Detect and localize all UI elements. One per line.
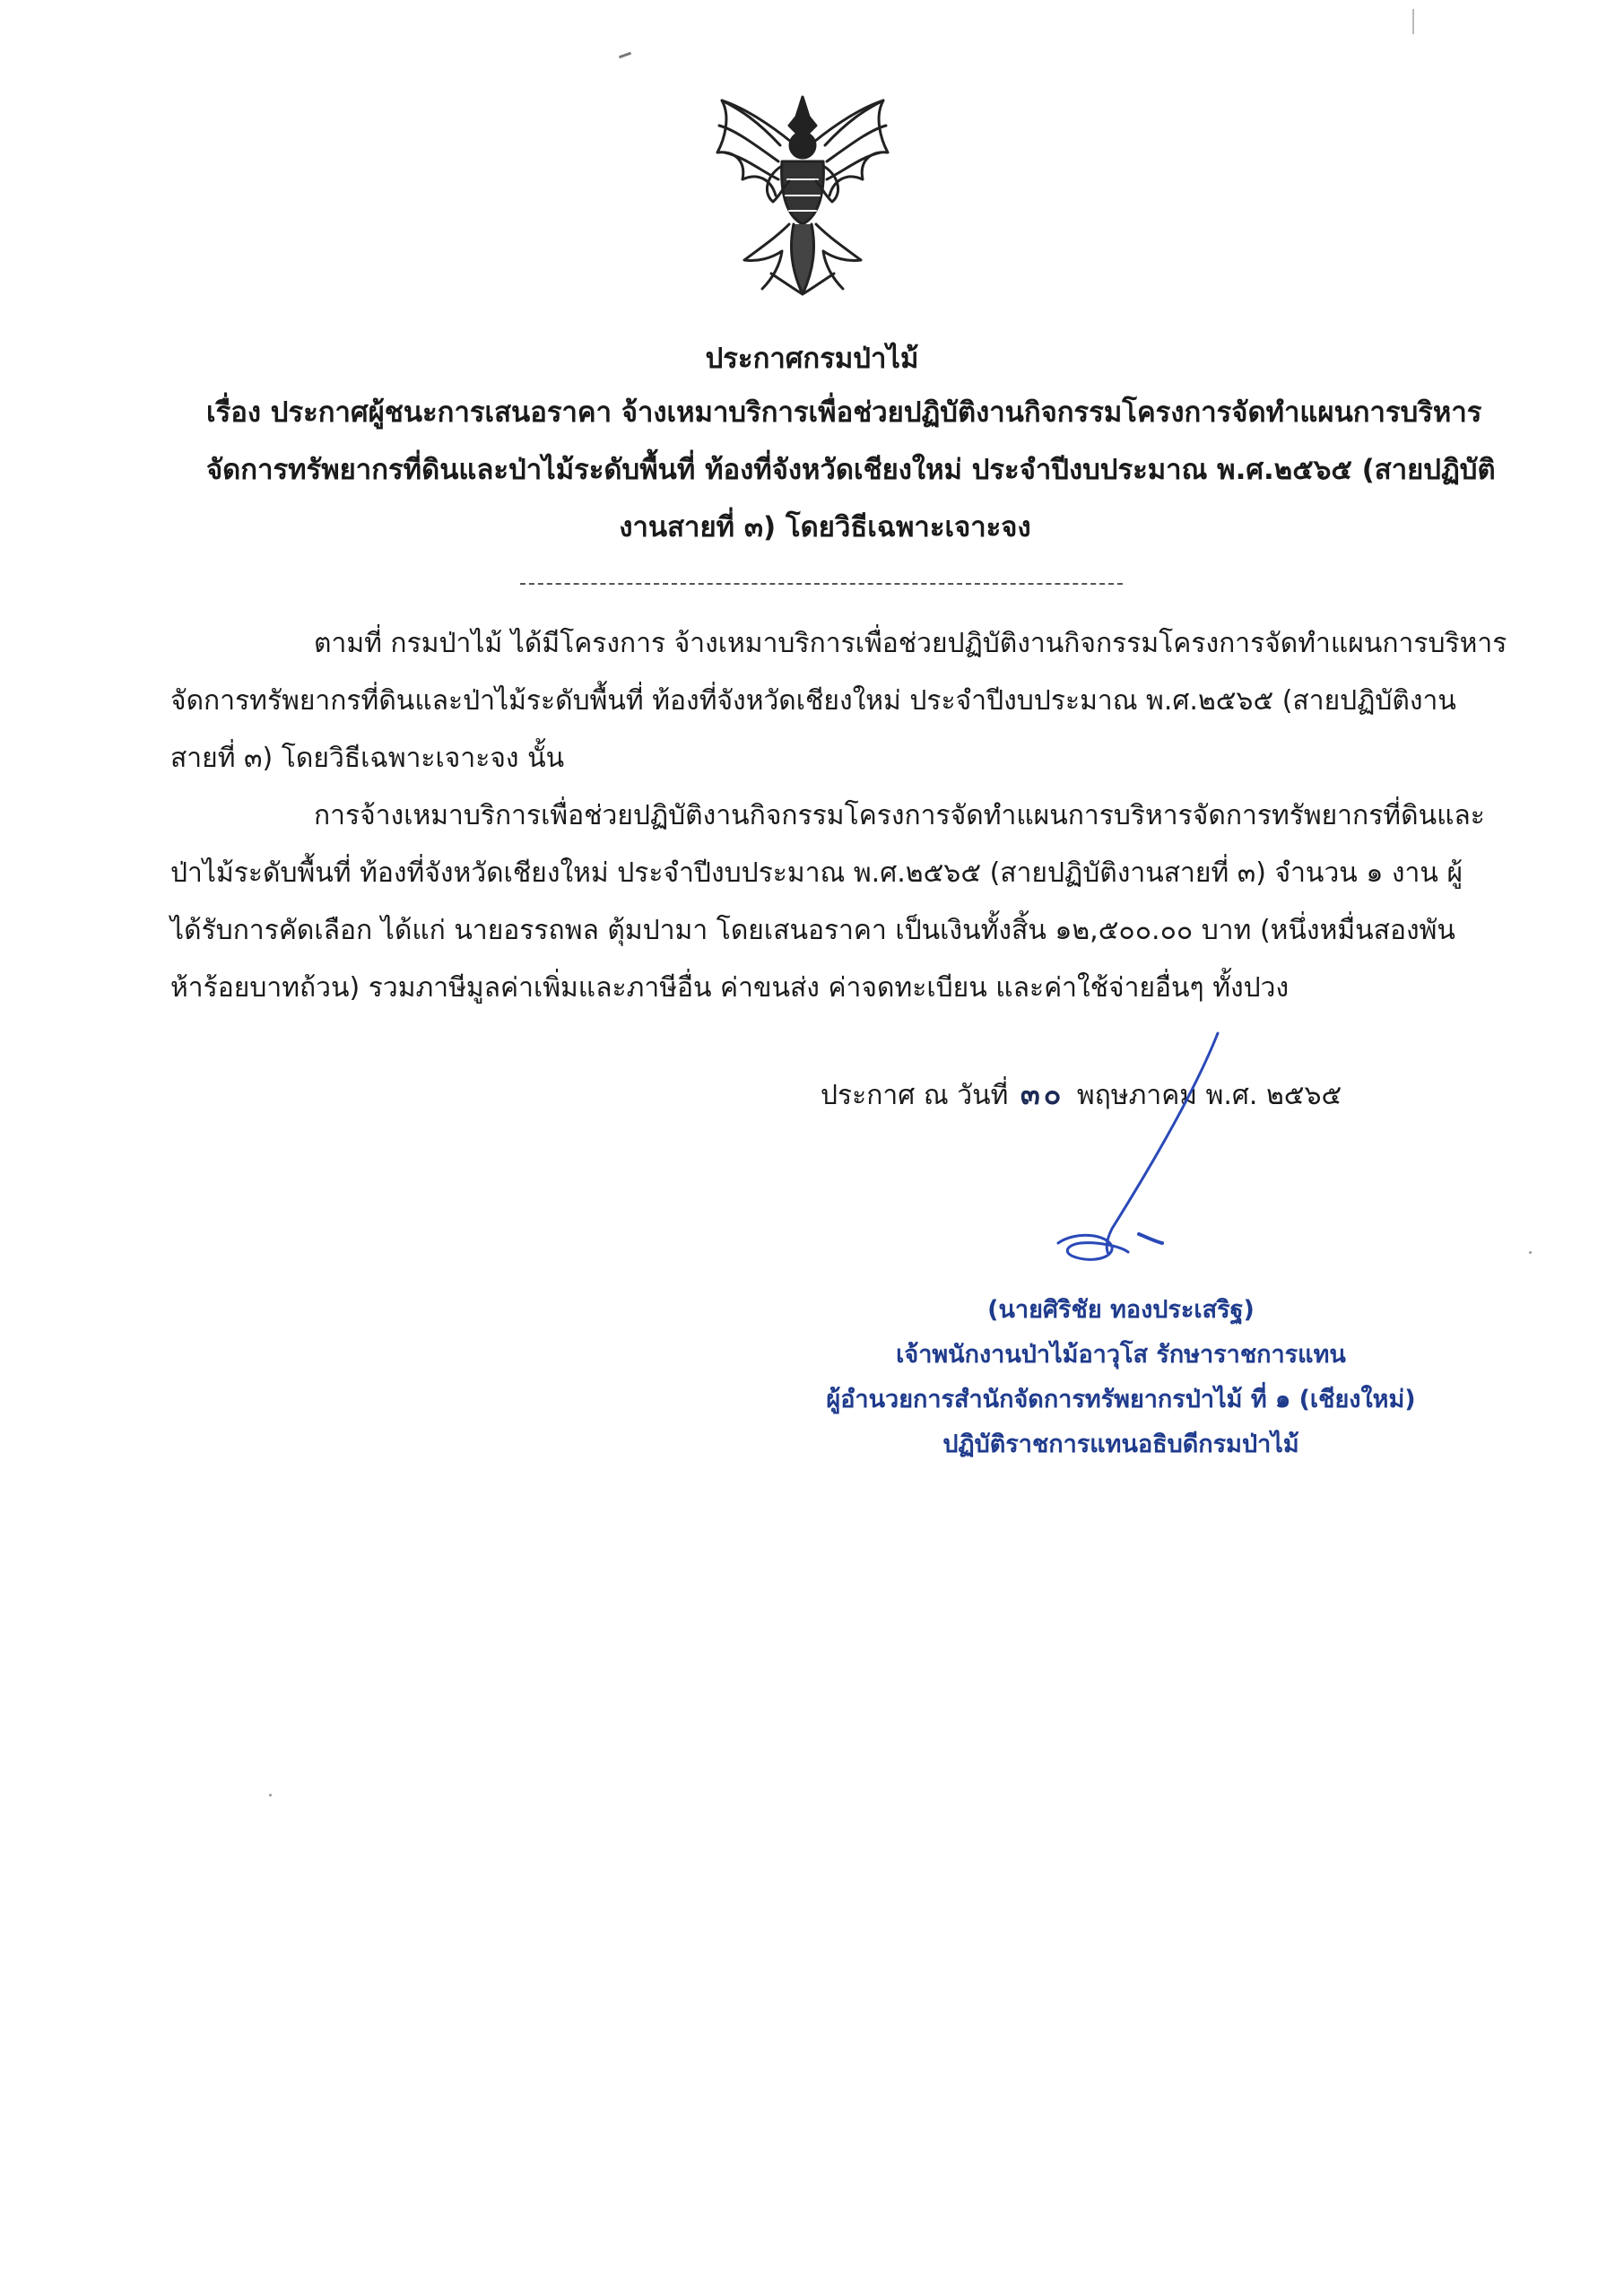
paragraph-project: [170, 615, 1507, 787]
subject-line: เรื่อง ประกาศผู้ชนะการเสนอราคา จ้างเหมาบริการเพื่อช่วยปฏิบัติงานกิจกรรมโครงการจัดทำแผนการบริหาร: [206, 396, 1482, 429]
paragraph-line: การจ้างเหมาบริการเพื่อช่วยปฏิบัติงานกิจกรรมโครงการจัดทำแผนการบริหารจัดการทรัพยากรที่ดินและ: [314, 800, 1485, 831]
signer-authority: ปฏิบัติราชการแทนอธิบดีกรมป่าไม้: [942, 1431, 1299, 1458]
signer-position: เจ้าพนักงานป่าไม้อาวุโส รักษาราชการแทน: [896, 1341, 1346, 1369]
scan-mark: [269, 1794, 272, 1796]
paragraph-line: ตามที่ กรมป่าไม้ ได้มีโครงการ จ้างเหมาบริการเพื่อช่วยปฏิบัติงานกิจกรรมโครงการจัดทำแผนการบริหาร: [314, 628, 1507, 659]
signer-name: (นายศิริชัย ทองประเสริฐ): [987, 1296, 1255, 1324]
paragraph-line: ได้รับการคัดเลือก ได้แก่ นายอรรถพล ตุ้มปามา โดยเสนอราคา เป็นเงินทั้งสิ้น ๑๒,๕๐๐.๐๐ บาท (หนึ่งหมื่นสองพัน: [170, 915, 1455, 946]
divider: [520, 583, 1123, 585]
date-prefix: ประกาศ ณ วันที่: [821, 1080, 1009, 1111]
scan-mark: [1529, 1251, 1532, 1254]
scan-mark: [619, 52, 631, 59]
signer-office: ผู้อำนวยการสำนักจัดการทรัพยากรป่าไม้ ที่ ๑ (เชียงใหม่): [826, 1386, 1416, 1413]
date-day: ๓๐: [1020, 1077, 1065, 1111]
handwritten-signature-icon: [1022, 1022, 1238, 1283]
date-month-year: พฤษภาคม พ.ศ. ๒๕๖๕: [1076, 1080, 1342, 1111]
paragraph-winner: [170, 787, 1485, 1017]
announcement-subject: [206, 384, 1496, 556]
subject-line: จัดการทรัพยากรที่ดินและป่าไม้ระดับพื้นที่ ท้องที่จังหวัดเชียงใหม่ ประจำปีงบประมาณ พ.ศ.๒๕๖๕ (สายปฏิบัติ: [206, 454, 1496, 486]
scan-mark: [1412, 9, 1414, 34]
paragraph-line: สายที่ ๓) โดยวิธีเฉพาะเจาะจง นั้น: [170, 743, 565, 774]
paragraph-line: จัดการทรัพยากรที่ดินและป่าไม้ระดับพื้นที่ ท้องที่จังหวัดเชียงใหม่ ประจำปีงบประมาณ พ.ศ.๒๕๖๕ (สายปฏิบัติงาน: [170, 685, 1456, 717]
signer-block: [753, 1288, 1489, 1467]
subject-line: งานสายที่ ๓) โดยวิธีเฉพาะเจาะจง: [619, 511, 1031, 544]
garuda-emblem-icon: [708, 90, 897, 305]
paragraph-line: ป่าไม้ระดับพื้นที่ ท้องที่จังหวัดเชียงใหม่ ประจำปีงบประมาณ พ.ศ.๒๕๖๕ (สายปฏิบัติงานสายที่ ๓) จำนวน ๑ งาน ผู้: [170, 857, 1463, 889]
announcement-title: ประกาศกรมป่าไม้: [705, 343, 919, 375]
paragraph-line: ห้าร้อยบาทถ้วน) รวมภาษีมูลค่าเพิ่มและภาษีอื่น ค่าขนส่ง ค่าจดทะเบียน และค่าใช้จ่ายอื่นๆ ทั้งปวง: [170, 972, 1290, 1004]
